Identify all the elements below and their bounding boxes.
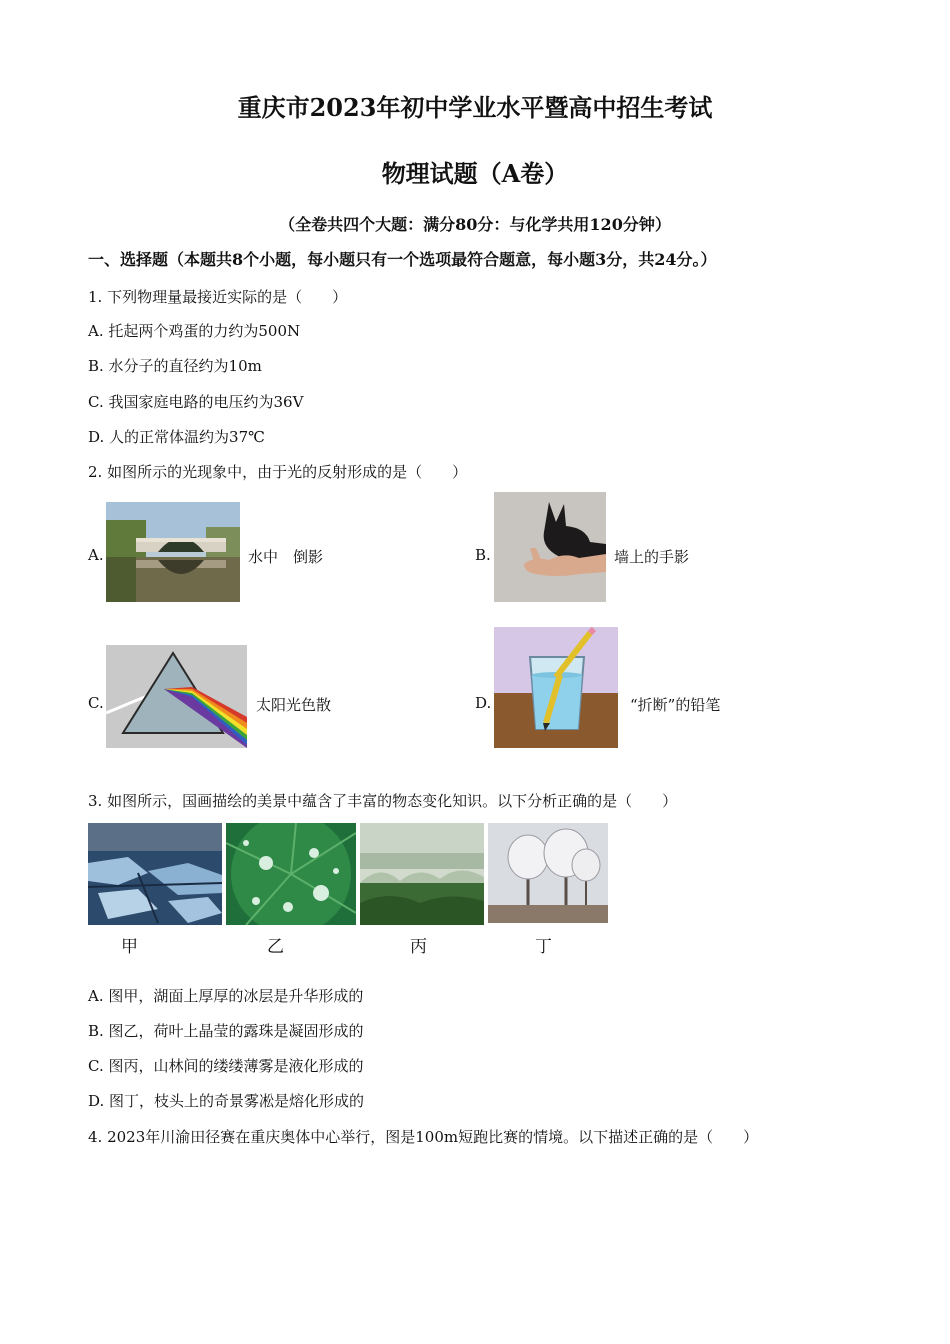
q3-label-jia: 甲 <box>121 937 138 957</box>
q4-stem: 4. 2023年川渝田径赛在重庆奥体中心举行，图是100m短跑比赛的情境。以下描述正确的是（ ） <box>88 1128 759 1146</box>
exam-subtitle: 物理试题（A卷） <box>381 159 569 188</box>
q1-option-d: D. 人的正常体温约为37℃ <box>88 428 265 446</box>
rime-trees-image <box>488 823 608 923</box>
q3-label-ding: 丁 <box>535 937 552 957</box>
hand-shadow-image <box>494 492 606 602</box>
q2-option-c-letter: C. <box>88 694 104 712</box>
q3-option-d: D. 图丁，枝头上的奇景雾凇是熔化形成的 <box>88 1092 365 1110</box>
bridge-reflection-image <box>106 502 240 602</box>
pencil-in-water-image <box>494 627 618 748</box>
q2-option-b-letter: B. <box>475 546 491 564</box>
q1-option-a: A. 托起两个鸡蛋的力约为500N <box>88 322 301 340</box>
lotus-dew-image <box>226 823 356 925</box>
q1-option-c: C. 我国家庭电路的电压约为36V <box>88 393 304 411</box>
section-heading: 一、选择题（本题共8个小题，每小题只有一个选项最符合题意，每小题3分，共24分。） <box>88 250 717 269</box>
q3-option-b: B. 图乙，荷叶上晶莹的露珠是凝固形成的 <box>88 1022 364 1040</box>
q2-option-d-letter: D. <box>475 694 492 712</box>
ice-lake-image <box>88 823 222 925</box>
q2-option-d-caption: “折断”的铅笔 <box>630 696 721 714</box>
q3-label-bing: 丙 <box>410 937 427 957</box>
q1-stem: 1. 下列物理量最接近实际的是（ ） <box>88 288 348 306</box>
q2-stem: 2. 如图所示的光现象中，由于光的反射形成的是（ ） <box>88 463 468 481</box>
exam-note: （全卷共四个大题：满分80分：与化学共用120分钟） <box>279 215 671 234</box>
q3-option-a: A. 图甲，湖面上厚厚的冰层是升华形成的 <box>88 987 364 1005</box>
q2-option-a-letter: A. <box>88 546 104 564</box>
exam-title: 重庆市2023年初中学业水平暨高中招生考试 <box>237 93 713 122</box>
prism-dispersion-image <box>106 645 247 748</box>
misty-forest-image <box>360 823 484 925</box>
q2-option-b-caption: 墙上的手影 <box>614 548 690 566</box>
q2-option-a-caption: 水中 倒影 <box>248 548 324 566</box>
q3-stem: 3. 如图所示，国画描绘的美景中蕴含了丰富的物态变化知识。以下分析正确的是（ ） <box>88 792 678 810</box>
q3-label-yi: 乙 <box>267 937 284 957</box>
q2-option-c-caption: 太阳光色散 <box>256 696 332 714</box>
q1-option-b: B. 水分子的直径约为10m <box>88 357 262 375</box>
q3-option-c: C. 图丙，山林间的缕缕薄雾是液化形成的 <box>88 1057 364 1075</box>
